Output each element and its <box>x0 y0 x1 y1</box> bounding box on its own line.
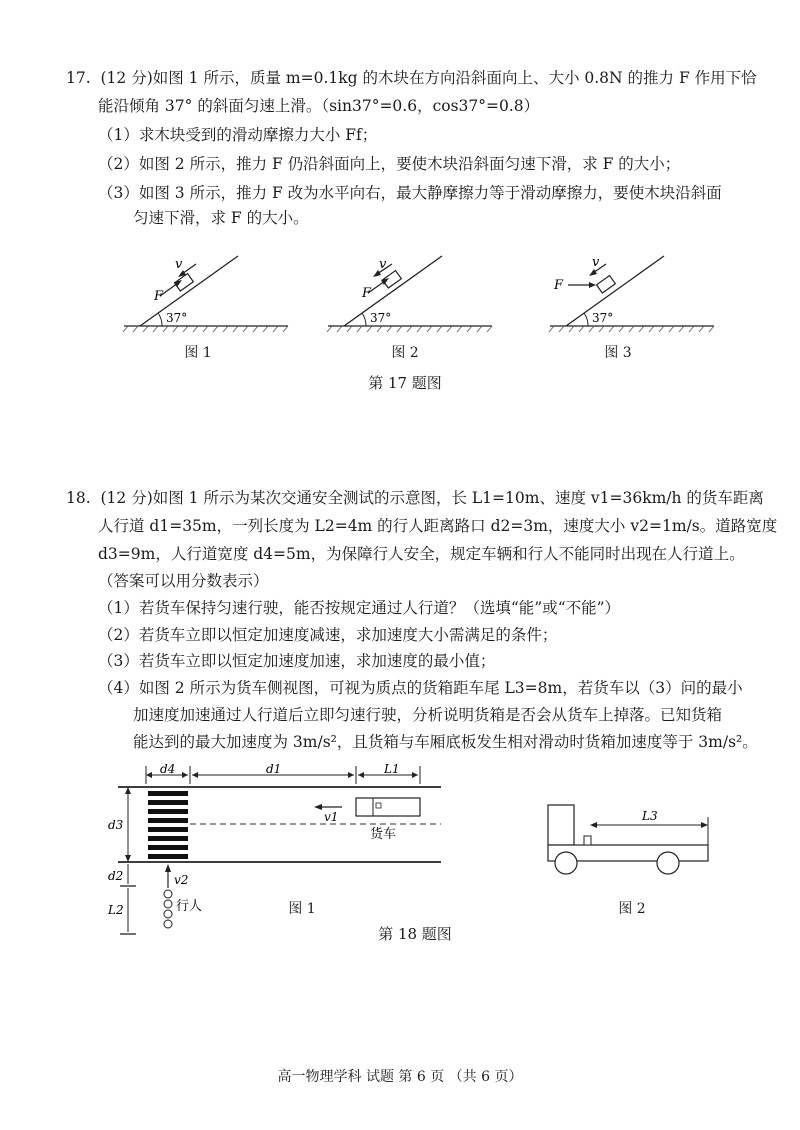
L1-label: L1 <box>384 762 400 776</box>
v1-label: v1 <box>324 810 339 824</box>
q18-figure-1 <box>98 760 458 945</box>
fig3-velocity-label: v <box>592 255 600 270</box>
fig2-angle-label: 37° <box>370 311 392 325</box>
fig1-force-label: F <box>154 289 164 304</box>
d3-label: d3 <box>108 818 124 832</box>
q18-sub-2: （2）若货车立即以恒定加速度减速，求加速度大小需满足的条件； <box>98 626 558 644</box>
q17-fig2-caption: 图 2 <box>391 345 419 361</box>
q18-line-3: d3=9m，人行道宽度 d4=5m，为保障行人安全，规定车辆和行人不能同时出现在人行道上。 <box>98 545 745 563</box>
q17-group-caption: 第 17 题图 <box>368 374 442 392</box>
fig3-angle-label: 37° <box>592 311 614 325</box>
q18-sub-4-cont-2: 能达到的最大加速度为 3m/s²，且货箱与车厢底板发生相对滑动时货箱加速度等于 3m/s²。 <box>133 733 758 751</box>
q18-sub-4-cont-1: 加速度加速通过人行道后立即匀速行驶，分析说明货箱是否会从货车上掉落。已知货箱 <box>133 706 723 724</box>
q18-note: （答案可以用分数表示） <box>98 572 269 590</box>
q18-group-caption: 第 18 题图 <box>378 925 452 943</box>
d4-label: d4 <box>160 762 176 776</box>
q17-figure-1 <box>118 252 293 338</box>
L3-label: L3 <box>642 809 658 823</box>
q18-line-1: 18. (12 分)如图 1 所示为某次交通安全测试的示意图，长 L1=10m、速度 v1=36km/h 的货车距离 <box>66 489 764 507</box>
truck-label: 货车 <box>370 827 397 842</box>
L2-label: L2 <box>108 903 124 917</box>
q17-line-1: 17. (12 分)如图 1 所示，质量 m=0.1kg 的木块在方向沿斜面向上、大小 0.8N 的推力 F 作用下恰 <box>66 69 757 87</box>
q17-sub-3: （3）如图 3 所示，推力 F 改为水平向右，最大静摩擦力等于滑动摩擦力，要使木块沿斜面 <box>98 184 722 202</box>
pedestrian-label: 行人 <box>176 899 203 914</box>
d1-label: d1 <box>266 762 282 776</box>
q17-fig3-caption: 图 3 <box>604 345 632 361</box>
fig1-velocity-label: v <box>175 257 183 272</box>
fig2-force-label: F <box>362 286 372 301</box>
fig1-angle-label: 37° <box>166 311 188 325</box>
q17-fig1-caption: 图 1 <box>184 345 212 361</box>
fig3-force-label: F <box>554 278 564 293</box>
q18-sub-3: （3）若货车立即以恒定加速度加速，求加速度的最小值； <box>98 652 496 670</box>
q18-figure-2 <box>540 795 720 885</box>
q17-sub-2: （2）如图 2 所示，推力 F 仍沿斜面向上，要使木块沿斜面匀速下滑，求 F 的大小； <box>98 155 681 173</box>
q18-fig2-caption: 图 2 <box>618 901 646 917</box>
q17-figure-2 <box>322 252 497 338</box>
q18-fig1-caption: 图 1 <box>288 901 316 917</box>
d2-label: d2 <box>108 869 124 883</box>
q17-figure-3 <box>544 252 719 338</box>
fig2-velocity-label: v <box>379 257 387 272</box>
v2-label: v2 <box>174 873 189 887</box>
q17-sub-3-cont: 匀速下滑，求 F 的大小。 <box>133 209 309 227</box>
q17-line-2: 能沿倾角 37° 的斜面匀速上滑。（sin37°=0.6，cos37°=0.8） <box>98 97 540 115</box>
q18-sub-1: （1）若货车保持匀速行驶，能否按规定通过人行道？（选填“能”或“不能”） <box>98 599 621 617</box>
page-footer: 高一物理学科 试题 第 6 页 （共 6 页） <box>277 1069 523 1085</box>
q18-sub-4: （4）如图 2 所示为货车侧视图，可视为质点的货箱距车尾 L3=8m，若货车以（3）问的最小 <box>98 679 743 697</box>
q17-sub-1: （1）求木块受到的滑动摩擦力大小 Ff； <box>98 126 378 144</box>
q18-line-2: 人行道 d1=35m，一列长度为 L2=4m 的行人距离路口 d2=3m，速度大小 v2=1m/s。道路宽度 <box>98 517 778 535</box>
